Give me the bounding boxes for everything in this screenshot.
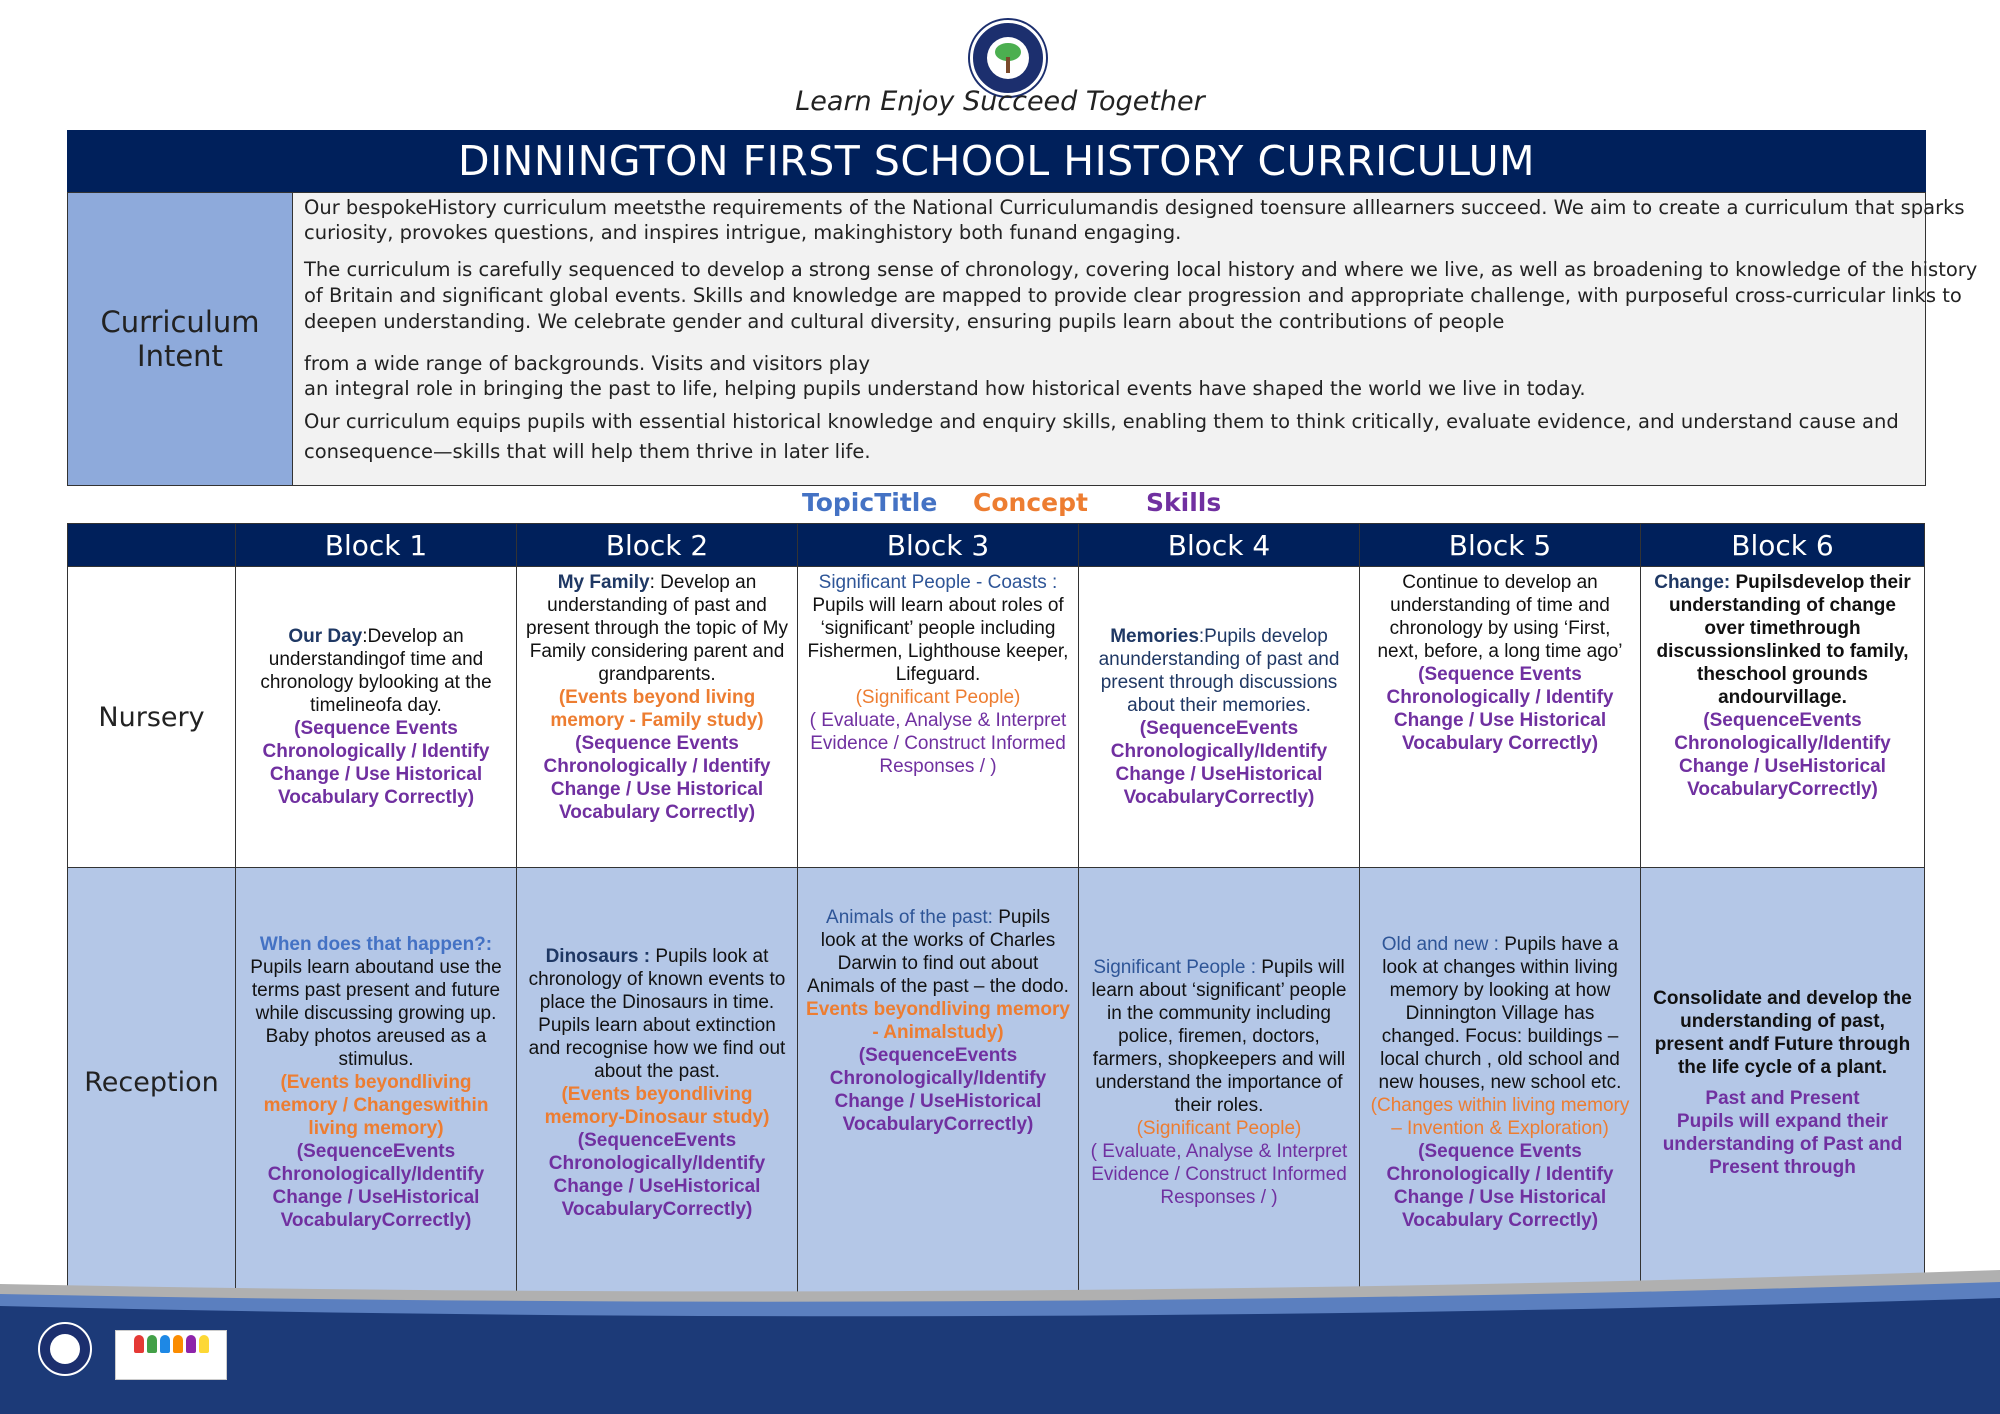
row-label-nursery: Nursery — [68, 567, 236, 868]
header-block-3: Block 3 — [798, 524, 1079, 567]
colour-key — [0, 488, 2000, 520]
legend-topic: TopicTitle — [802, 488, 938, 517]
legend-skills: Skills — [1146, 488, 1222, 517]
row-label-reception: Reception — [68, 868, 236, 1298]
nursery-block-5: Continue to develop an understanding of time and chronology by using ‘First, next, before, a long time ago’ (Sequence Events Chronologically / Identify Change / Use Historical Vocabulary Correctly) — [1360, 567, 1641, 868]
reception-block-5: Old and new : Pupils have a look at changes within living memory by looking at how Dinnington Village has changed. Focus: buildings – local church , old school and new houses, new school etc. (Changes within living memory – Invention & Exploration) (Sequence Events Chronologically / Identify Change / Use Historical Vocabulary Correctly) — [1360, 868, 1641, 1298]
header-corner — [68, 524, 236, 567]
intent-paragraph-3b: an integral role in bringing the past to life, helping pupils understand how historical events have shaped the world we live in today. — [304, 377, 1586, 400]
footer-school-logo — [38, 1322, 92, 1376]
header-block-4: Block 4 — [1079, 524, 1360, 567]
legend-concept: Concept — [973, 488, 1088, 517]
nursery-block-2: My Family: Develop an understanding of past and present through the topic of My Family considering parent and grandparents. (Events beyond living memory - Family study) (Sequence Events Chronologically / Identify Change / Use Historical Vocabulary Correctly) — [517, 567, 798, 868]
reception-block-1: When does that happen?: Pupils learn aboutand use the terms past present and future while discussing growing up. Baby photos areused as a stimulus. (Events beyondliving memory / Changeswithin living memory) (SequenceEvents Chronologically/Identify Change / UseHistorical VocabularyCorrectly) — [236, 868, 517, 1298]
nursery-block-6: Change: Pupilsdevelop their understanding of change over timethrough discussionslinked to family, theschool grounds andourvillage. (SequenceEvents Chronologically/Identify Change / UseHistorical VocabularyCorrectly) — [1641, 567, 1925, 868]
reception-block-6: Consolidate and develop the understanding of past, present andf Future through the life cycle of a plant. Past and Present Pupils will expand their understanding of Past and Present through — [1641, 868, 1925, 1298]
table-header-row — [68, 524, 1925, 567]
header-block-6: Block 6 — [1641, 524, 1925, 567]
intent-paragraph-1: Our bespokeHistory curriculum meetsthe requirements of the National Curriculumandis designed toensure alllearners succeed. We aim to create a curriculum that sparks curiosity, provokes questions, and inspires intrigue, makinghistory both funand engaging. — [304, 196, 1965, 244]
table-row-reception — [68, 868, 1925, 1298]
header-block-5: Block 5 — [1360, 524, 1641, 567]
footer-swoosh-graphic — [0, 1240, 2000, 1414]
intent-paragraph-2: The curriculum is carefully sequenced to develop a strong sense of chronology, covering local history and where we live, as well as broadening to knowledge of the history of Britain and significant global events. Skills and knowledge are mapped to provide clear progression and appropriate challenge, with purposeful cross-curricular links to deepen understanding. We celebrate gender and cultural diversity, ensuring pupils learn about the contributions of people — [304, 258, 1978, 333]
intent-paragraph-4: Our curriculum equips pupils with essential historical knowledge and enquiry skills, enabling them to think critically, evaluate evidence, and understand cause and consequence—skills that will help them thrive in later life. — [304, 410, 1899, 463]
tagline: Learn Enjoy Succeed Together — [795, 86, 1205, 117]
curriculum-intent-label: Curriculum Intent — [68, 193, 293, 485]
curriculum-table — [67, 523, 1925, 1298]
intent-paragraph-3a: from a wide range of backgrounds. Visits and visitors play — [304, 352, 871, 375]
nursery-block-4: Memories:Pupils develop anunderstanding of past and present through discussions about their memories. (SequenceEvents Chronologically/Identify Change / UseHistorical VocabularyCorrectly) — [1079, 567, 1360, 868]
reception-block-3: Animals of the past: Pupils look at the works of Charles Darwin to find out about Animals of the past – the dodo. Events beyondliving memory - Animalstudy) (SequenceEvents Chronologically/Identify Change / UseHistorical VocabularyCorrectly) — [798, 868, 1079, 1298]
school-logo — [970, 20, 1046, 96]
header-block-2: Block 2 — [517, 524, 798, 567]
header-block-1: Block 1 — [236, 524, 517, 567]
reception-block-4: Significant People : Pupils will learn about ‘significant’ people in the community including police, firemen, doctors, farmers, shopkeepers and will understand the importance of their roles. (Significant People) ( Evaluate, Analyse & Interpret Evidence / Construct Informed Responses / ) — [1079, 868, 1360, 1298]
nursery-block-1: Our Day:Develop an understandingof time and chronology bylooking at the timelineofa day. (Sequence Events Chronologically / Identify Change / Use Historical Vocabulary Correctly) — [236, 567, 517, 868]
curriculum-intent-section — [67, 192, 1978, 486]
reception-block-2: Dinosaurs : Pupils look at chronology of known events to place the Dinosaurs in time. Pupils learn about extinction and recognise how we find out about the past. (Events beyondliving memory-Dinosaur study) (SequenceEvents Chronologically/Identify Change / UseHistorical VocabularyCorrectly) — [517, 868, 798, 1298]
curriculum-intent-text — [304, 193, 1984, 467]
page-title: DINNINGTON FIRST SCHOOL HISTORY CURRICULUM — [67, 130, 1926, 192]
nursery-block-3: Significant People - Coasts : Pupils will learn about roles of ‘significant’ people including Fishermen, Lighthouse keeper, Lifeguard. (Significant People) ( Evaluate, Analyse & Interpret Evidence / Construct Informed Responses / ) — [798, 567, 1079, 868]
table-row-nursery — [68, 567, 1925, 868]
gosforth-trust-logo — [115, 1330, 227, 1380]
